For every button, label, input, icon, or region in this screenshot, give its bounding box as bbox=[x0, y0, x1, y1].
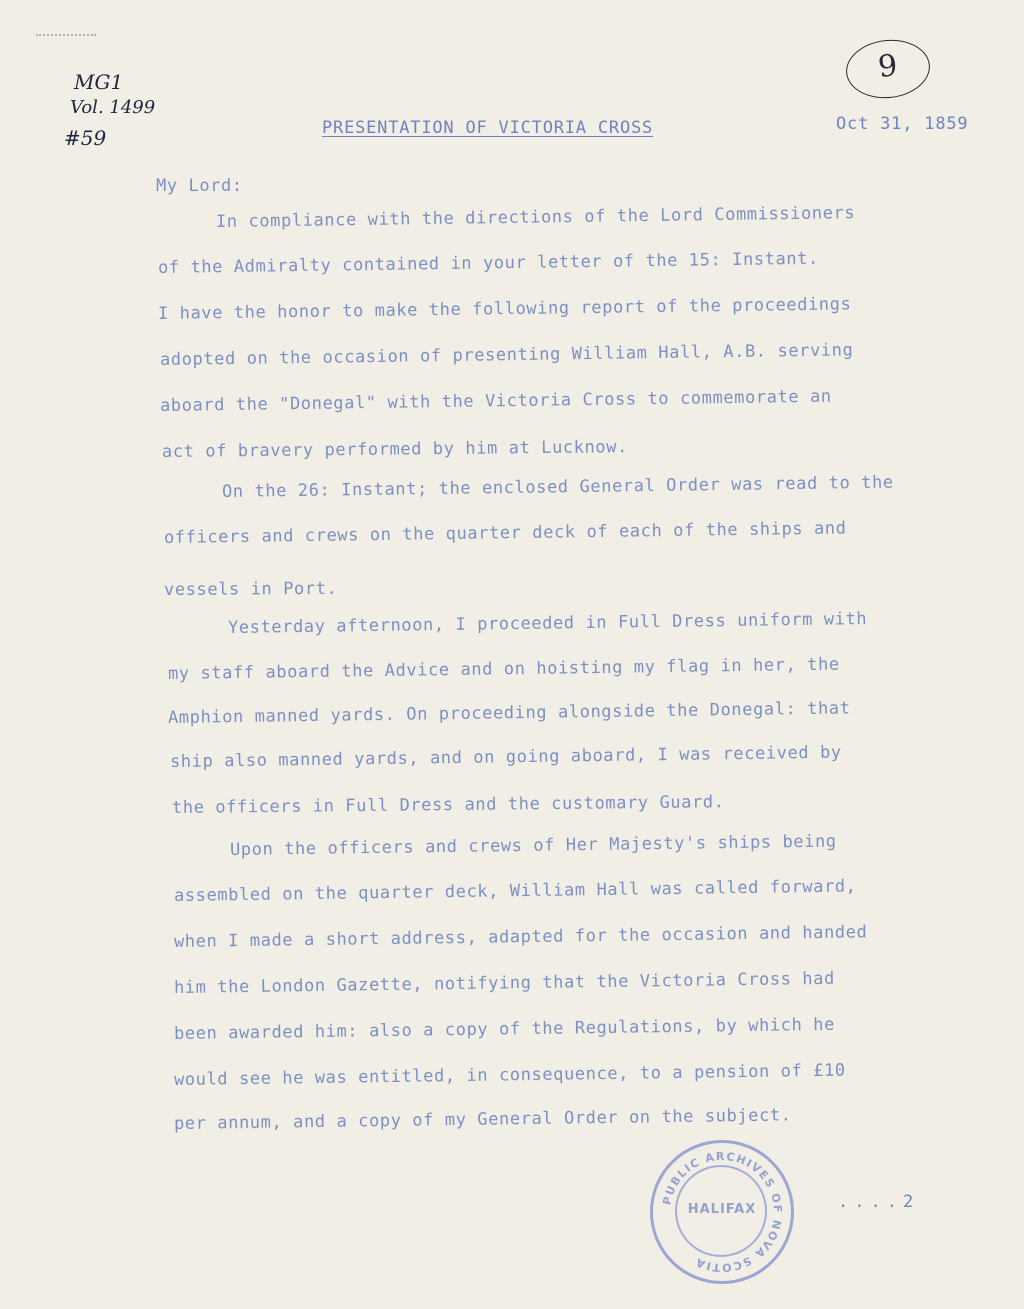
handwritten-archive-ref: MG1 bbox=[74, 70, 124, 94]
body-line: of the Admiralty contained in your letter of the 15: Instant. bbox=[157, 248, 820, 278]
salutation: My Lord: bbox=[156, 176, 243, 196]
document-title: PRESENTATION OF VICTORIA CROSS bbox=[322, 118, 654, 138]
body-line: act of bravery performed by him at Lucknow. bbox=[161, 437, 628, 462]
body-line: In compliance with the directions of the Lord Commissioners bbox=[215, 203, 856, 232]
page-number: 9 bbox=[876, 48, 900, 85]
body-line: aboard the "Donegal" with the Victoria Cross to commemorate an bbox=[159, 386, 832, 416]
archive-stamp bbox=[650, 1140, 794, 1284]
body-line: per annum, and a copy of my General Order on the subject. bbox=[173, 1105, 792, 1134]
top-margin-mark bbox=[36, 34, 96, 40]
body-line: the officers in Full Dress and the customary Guard. bbox=[171, 792, 725, 818]
body-line: officers and crews on the quarter deck of each of the ships and bbox=[163, 518, 847, 548]
body-line: my staff aboard the Advice and on hoisting my flag in her, the bbox=[167, 654, 840, 684]
handwritten-item-ref: #59 bbox=[64, 126, 107, 150]
body-line: ship also manned yards, and on going aboard, I was received by bbox=[169, 742, 842, 772]
svg-text:PUBLIC ARCHIVES OF NOVA SCOTIA: PUBLIC ARCHIVES OF NOVA SCOTIA bbox=[660, 1149, 785, 1275]
body-line: I have the honor to make the following report of the proceedings bbox=[157, 294, 852, 324]
stamp-center-text: HALIFAX bbox=[687, 1202, 757, 1217]
body-line: adopted on the occasion of presenting William Hall, A.B. serving bbox=[159, 340, 854, 370]
body-line: vessels in Port. bbox=[163, 578, 338, 600]
body-line: when I made a short address, adapted for the occasion and handed bbox=[173, 922, 868, 952]
circled-page-number bbox=[843, 36, 933, 102]
body-line: Upon the officers and crews of Her Majesty's ships being bbox=[229, 831, 837, 860]
body-line: On the 26: Instant; the enclosed General Order was read to the bbox=[221, 472, 894, 502]
body-line: Amphion manned yards. On proceeding alongside the Donegal: that bbox=[167, 698, 851, 728]
handwritten-volume-ref: Vol. 1499 bbox=[70, 97, 156, 118]
body-line: would see he was entitled, in consequence, to a pension of £10 bbox=[173, 1060, 846, 1090]
body-line: him the London Gazette, notifying that the Victoria Cross had bbox=[173, 968, 836, 998]
body-line: assembled on the quarter deck, William Hall was called forward, bbox=[173, 876, 857, 906]
body-line: been awarded him: also a copy of the Regulations, by which he bbox=[173, 1014, 836, 1044]
body-line: Yesterday afternoon, I proceeded in Full Dress uniform with bbox=[227, 609, 868, 638]
document-date: Oct 31, 1859 bbox=[836, 114, 969, 134]
continuation-marker: ....2 bbox=[838, 1192, 920, 1212]
